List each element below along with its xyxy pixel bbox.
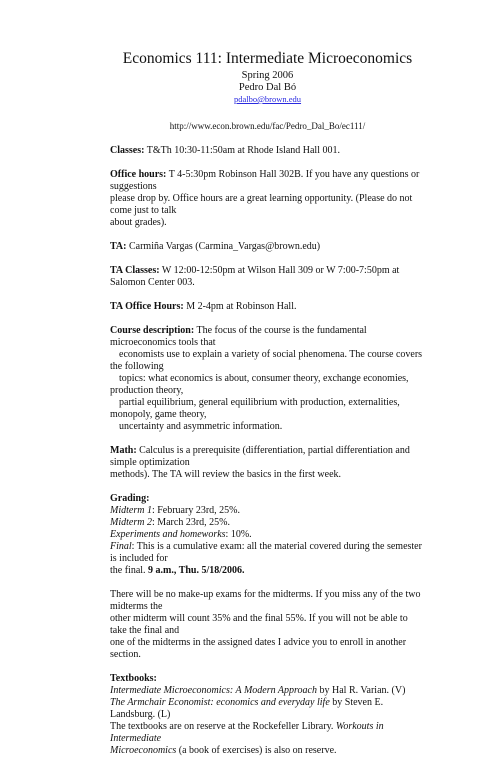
ta-text: Carmiña Vargas (Carmina_Vargas@brown.edu) <box>126 241 321 252</box>
office-hours-line: T 4-5:30pm Robinson Hall 302B. If you have any questions or suggestions <box>110 169 420 192</box>
office-hours-section <box>110 169 425 229</box>
midterm2-text: : March 23rd, 25%. <box>151 517 230 528</box>
office-hours-label: Office hours: <box>110 169 167 180</box>
math-section <box>110 445 425 481</box>
course-description-line: topics: what economics is about, consumer theory, exchange economies, production theory, <box>110 373 409 396</box>
ta-office-hours-text: M 2-4pm at Robinson Hall. <box>183 301 297 312</box>
midterm2-label: Midterm 2 <box>110 517 152 528</box>
final-text: : This is a cumulative exam: all the material covered during the semester is included for <box>110 541 422 564</box>
math-line: methods). The TA will review the basics in the first week. <box>110 469 342 480</box>
reserve-text: (a book of exercises) is also on reserve. <box>176 745 337 756</box>
midterm1-text: : February 23rd, 25%. <box>151 505 240 516</box>
course-description-section <box>110 325 425 433</box>
textbooks-label: Textbooks: <box>110 673 157 684</box>
grading-section <box>110 493 425 577</box>
textbook-author: by Steven E. Landsburg. (L) <box>110 697 384 720</box>
ta-office-hours-label: TA Office Hours: <box>110 301 184 312</box>
math-line: Calculus is a prerequisite (differentiation, partial differentiation and simple optimization <box>110 445 410 468</box>
makeup-policy-section <box>110 589 425 661</box>
office-hours-line: please drop by. Office hours are a great learning opportunity. (Please do not come just to talk <box>110 193 413 216</box>
ta-classes-section <box>110 265 425 289</box>
makeup-policy-line: There will be no make-up exams for the midterms. If you miss any of the two midterms the <box>110 589 421 612</box>
textbook-author: by Hal R. Varian. (V) <box>317 685 406 696</box>
textbook-title: The Armchair Economist: economics and everyday life <box>110 697 330 708</box>
classes-label: Classes: <box>110 145 145 156</box>
grading-label: Grading: <box>110 493 150 504</box>
midterm1-label: Midterm 1 <box>110 505 152 516</box>
course-title: Economics 111: Intermediate Microeconomics <box>122 50 413 67</box>
math-label: Math: <box>110 445 137 456</box>
course-description-line: uncertainty and asymmetric information. <box>119 421 283 432</box>
final-label: Final <box>110 541 132 552</box>
ta-classes-text: W 12:00-12:50pm at Wilson Hall 309 or W 7:00-7:50pm at Salomon Center 003. <box>110 265 400 288</box>
ta-office-hours-section <box>110 301 425 313</box>
course-description-line: The focus of the course is the fundamental microeconomics tools that <box>110 325 367 348</box>
textbooks-section <box>110 673 425 757</box>
ta-classes-label: TA Classes: <box>110 265 160 276</box>
ta-label: TA: <box>110 241 127 252</box>
ta-section <box>110 241 425 253</box>
syllabus-header <box>110 50 425 132</box>
course-description-line: partial equilibrium, general equilibrium with production, externalities, monopoly, game theory, <box>110 397 400 420</box>
final-text: the final. <box>110 565 149 576</box>
course-description-line: economists use to explain a variety of social phenomena. The course covers the following <box>110 349 423 372</box>
reserve-text: The textbooks are on reserve at the Rockefeller Library. <box>110 721 336 732</box>
textbook-title: Intermediate Microeconomics: A Modern Approach <box>110 685 317 696</box>
course-url: http://www.econ.brown.edu/fac/Pedro_Dal_Bo/ec111/ <box>169 121 366 131</box>
workouts-title: Workouts in Intermediate <box>110 721 384 744</box>
course-term: Spring 2006 <box>241 70 294 81</box>
final-exam-date: 9 a.m., Thu. 5/18/2006. <box>148 565 245 576</box>
workouts-title: Microeconomics <box>110 745 177 756</box>
classes-section <box>110 145 425 157</box>
course-description-label: Course description: <box>110 325 195 336</box>
classes-text: T&Th 10:30-11:50am at Rhode Island Hall 001. <box>144 145 340 156</box>
experiments-text: : 10%. <box>225 529 252 540</box>
instructor-email-link[interactable]: pdalbo@brown.edu <box>233 94 302 104</box>
experiments-label: Experiments and homeworks <box>110 529 226 540</box>
makeup-policy-line: one of the midterms in the assigned dates I advice you to enroll in another section. <box>110 637 407 660</box>
instructor-name: Pedro Dal Bó <box>238 82 297 93</box>
office-hours-line: about grades). <box>110 217 167 228</box>
makeup-policy-line: other midterm will count 35% and the final 55%. If you will not be able to take the final and <box>110 613 408 636</box>
